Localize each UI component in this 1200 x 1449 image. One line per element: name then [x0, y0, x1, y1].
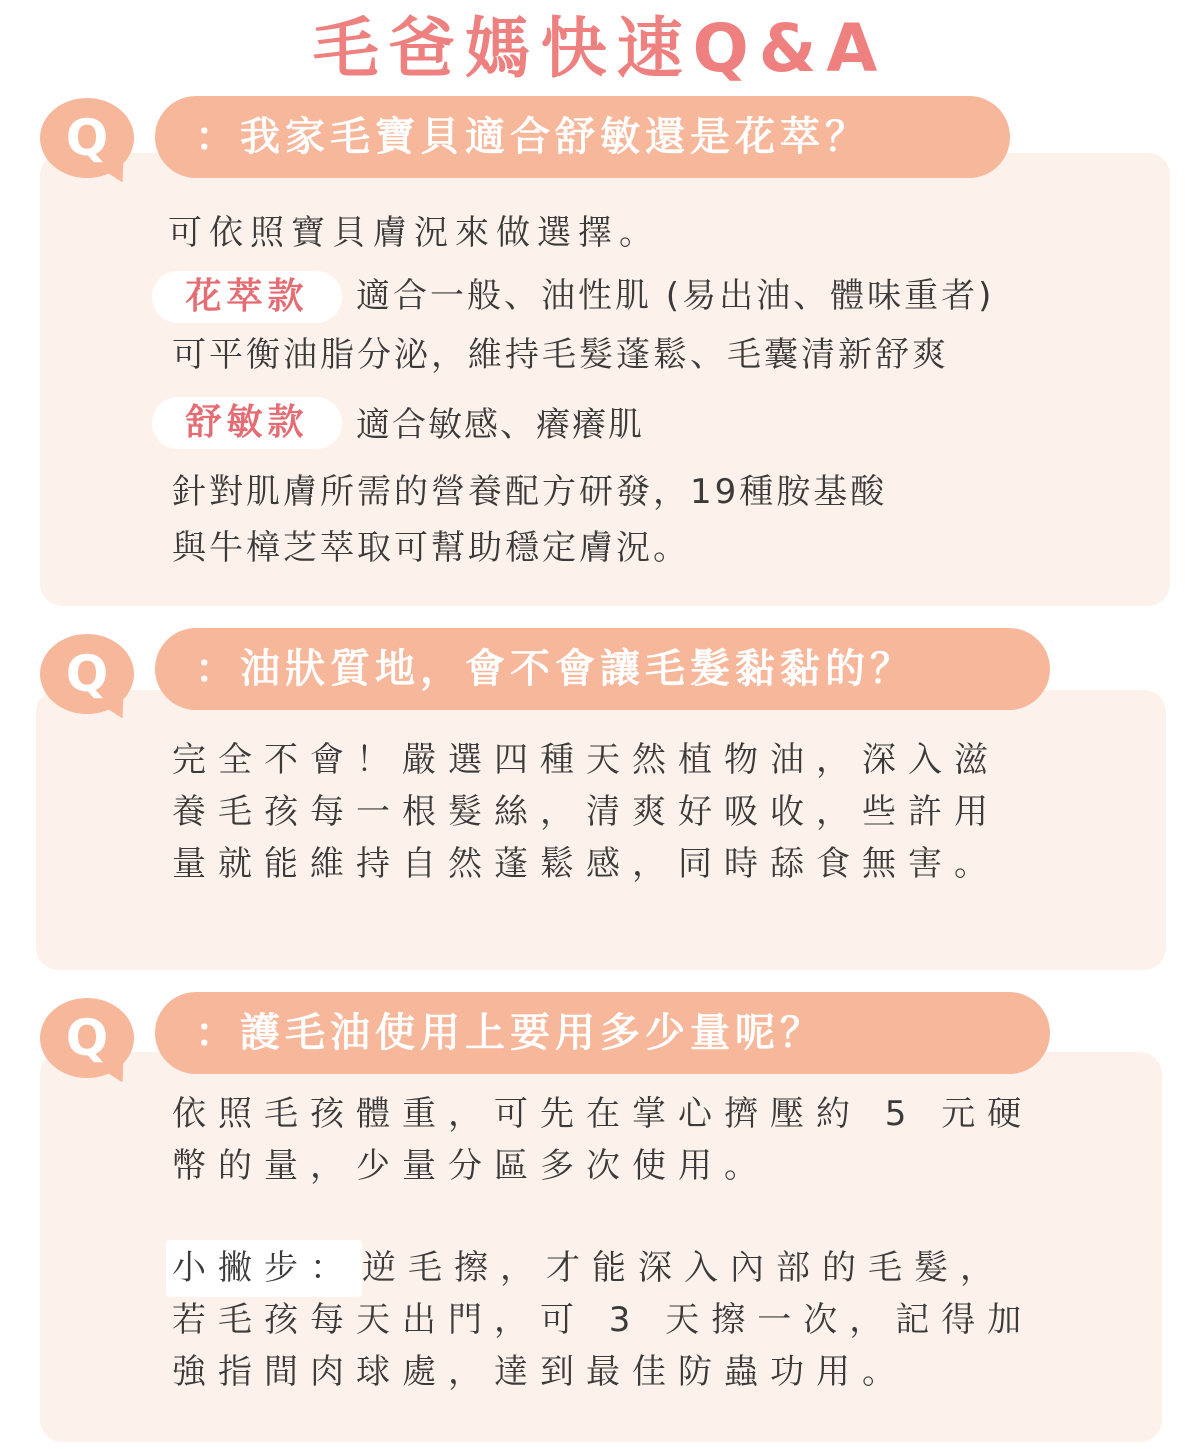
- answer-1-intro: 可依照寶貝膚況來做選擇。: [168, 213, 660, 253]
- tip-line-1: [172, 1240, 1006, 1297]
- question-3: ：護毛油使用上要用多少量呢？: [155, 992, 1050, 1074]
- option-soothe-desc-2: 與牛樟芝萃取可幫助穩定膚況。: [172, 528, 690, 568]
- q-badge-2: [40, 634, 134, 714]
- option-soothe-suit: 適合敏感、癢癢肌: [356, 405, 644, 445]
- page-title: 毛爸媽快速Q&A: [312, 10, 888, 87]
- tip-line-3: 強指間肉球處，達到最佳防蟲功用。: [172, 1352, 908, 1392]
- tip-line-2: 若毛孩每天出門，可 3 天擦一次，記得加: [172, 1300, 1034, 1340]
- option-tag-soothe: 舒敏款: [152, 397, 342, 449]
- answer-3-line-1: 依照毛孩體重，可先在掌心擠壓約 5 元硬: [172, 1094, 1034, 1134]
- answer-2-line-1: 完全不會！嚴選四種天然植物油，深入滋: [172, 740, 1000, 780]
- q-badge-3: [40, 998, 134, 1078]
- option-soothe-desc-1: 針對肌膚所需的營養配方研發，19種胺基酸: [172, 472, 888, 512]
- tip-label: 小撇步：: [166, 1240, 362, 1297]
- answer-2-line-2: 養毛孩每一根髮絲，清爽好吸收，些許用: [172, 792, 1000, 832]
- answer-2-line-3: 量就能維持自然蓬鬆感，同時舔食無害。: [172, 844, 1000, 884]
- option-flower-suit: 適合一般、油性肌 (易出油、體味重者): [356, 276, 995, 316]
- option-flower-desc: 可平衡油脂分泌，維持毛髮蓬鬆、毛囊清新舒爽: [172, 335, 949, 375]
- q-badge-1: [40, 98, 134, 178]
- q-letter: Q: [65, 109, 109, 167]
- answer-3-line-2: 幣的量，少量分區多次使用。: [172, 1146, 770, 1186]
- q-letter: Q: [65, 1009, 109, 1067]
- q-letter: Q: [65, 645, 109, 703]
- question-1: ：我家毛寶貝適合舒敏還是花萃？: [155, 96, 1010, 178]
- question-2: ：油狀質地，會不會讓毛髮黏黏的？: [155, 628, 1050, 710]
- tip-text-1: 逆毛擦，才能深入內部的毛髮，: [362, 1248, 1006, 1288]
- option-tag-flower: 花萃款: [152, 271, 342, 323]
